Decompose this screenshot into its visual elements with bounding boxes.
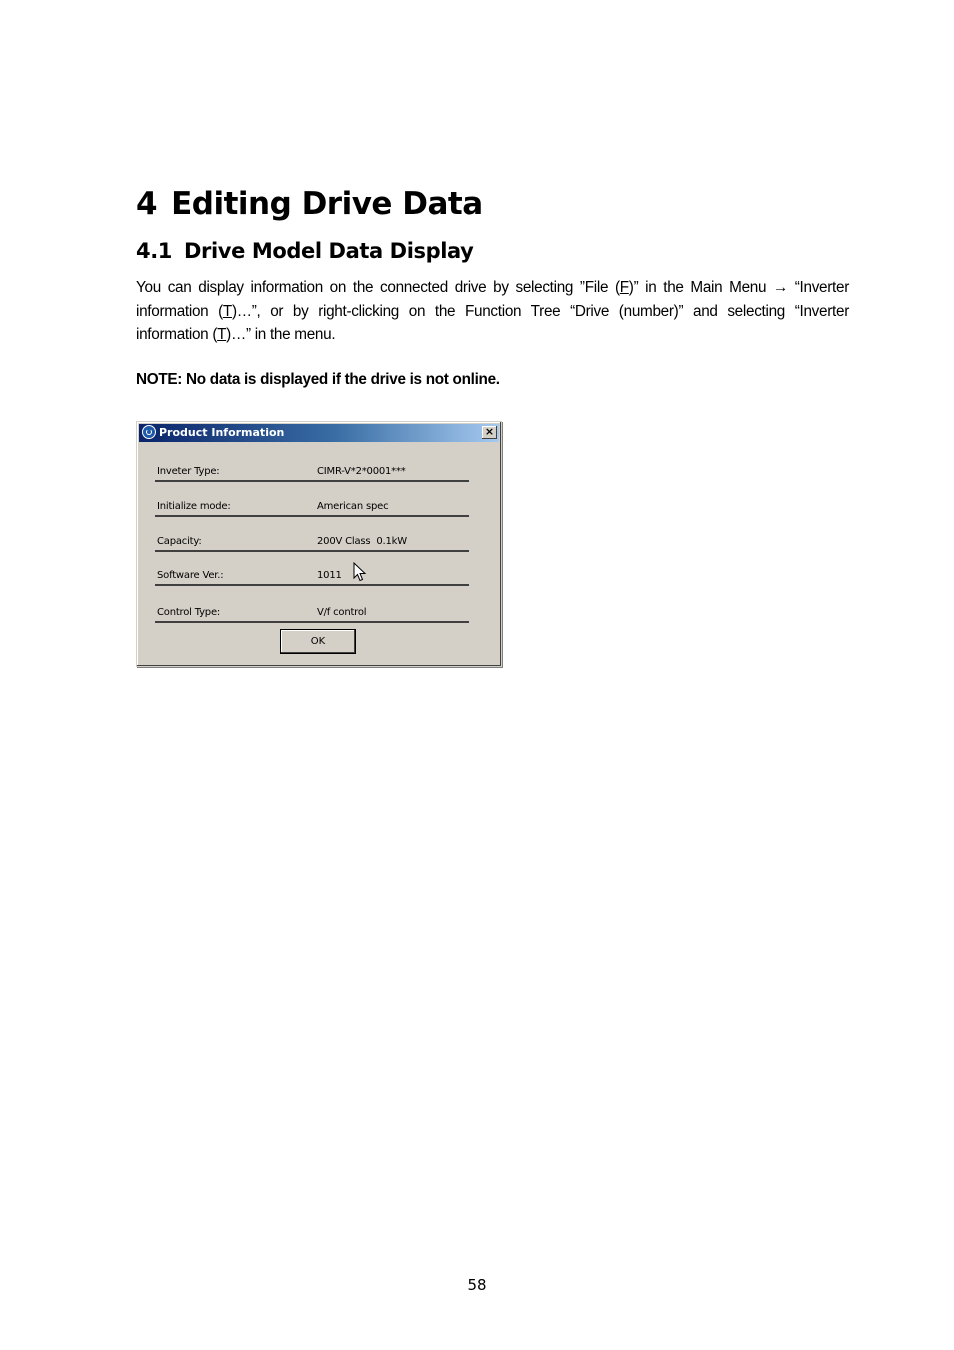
section-number: 4 bbox=[136, 186, 158, 222]
info-row-initialize-mode bbox=[155, 495, 469, 517]
info-row-control-type bbox=[155, 601, 469, 623]
shortcut-key-f: F bbox=[619, 279, 629, 296]
close-button[interactable] bbox=[482, 426, 497, 439]
row-label: Initialize mode: bbox=[157, 501, 231, 512]
info-row-inverter-type bbox=[155, 460, 469, 482]
row-value: American spec bbox=[317, 501, 389, 512]
paragraph-text-3: )…”, or by right-clicking on the Function Tree “Drive (number)” and selecting “Inverter information ( bbox=[136, 302, 849, 343]
paragraph-text-4: )…” in the menu. bbox=[226, 326, 336, 343]
subsection-heading bbox=[136, 239, 473, 263]
info-row-capacity bbox=[155, 530, 469, 552]
note-text: NOTE: No data is displayed if the drive is not online. bbox=[136, 371, 500, 388]
row-label: Capacity: bbox=[157, 536, 202, 547]
app-icon bbox=[142, 425, 156, 439]
paragraph-text-2: )” in the Main Menu → “Inverter information ( bbox=[136, 279, 850, 320]
dialog-title: Product Information bbox=[159, 426, 285, 439]
section-heading bbox=[136, 186, 483, 222]
subsection-number: 4.1 bbox=[136, 239, 173, 263]
paragraph-text-1: You can display information on the connected drive by selecting ”File ( bbox=[136, 279, 620, 296]
row-label: Inveter Type: bbox=[157, 466, 220, 477]
mouse-pointer-icon bbox=[353, 562, 367, 582]
row-value: 1011 bbox=[317, 570, 342, 581]
close-icon: × bbox=[484, 425, 495, 438]
section-title: Editing Drive Data bbox=[171, 186, 483, 222]
dialog-title-bar[interactable] bbox=[139, 424, 499, 442]
row-value: 200V Class 0.1kW bbox=[317, 536, 407, 547]
shortcut-key-t: T bbox=[217, 326, 227, 343]
row-label: Software Ver.: bbox=[157, 570, 224, 581]
body-paragraph bbox=[136, 276, 849, 347]
row-label: Control Type: bbox=[157, 607, 221, 618]
info-row-software-ver bbox=[155, 564, 469, 586]
page-number: 58 bbox=[467, 1276, 487, 1294]
ok-button[interactable]: OK bbox=[280, 629, 356, 654]
row-value: V/f control bbox=[317, 607, 367, 618]
shortcut-key-t: T bbox=[222, 302, 232, 320]
subsection-title: Drive Model Data Display bbox=[184, 239, 474, 263]
row-value: CIMR-V*2*0001*** bbox=[317, 466, 406, 477]
product-information-dialog bbox=[136, 421, 502, 667]
